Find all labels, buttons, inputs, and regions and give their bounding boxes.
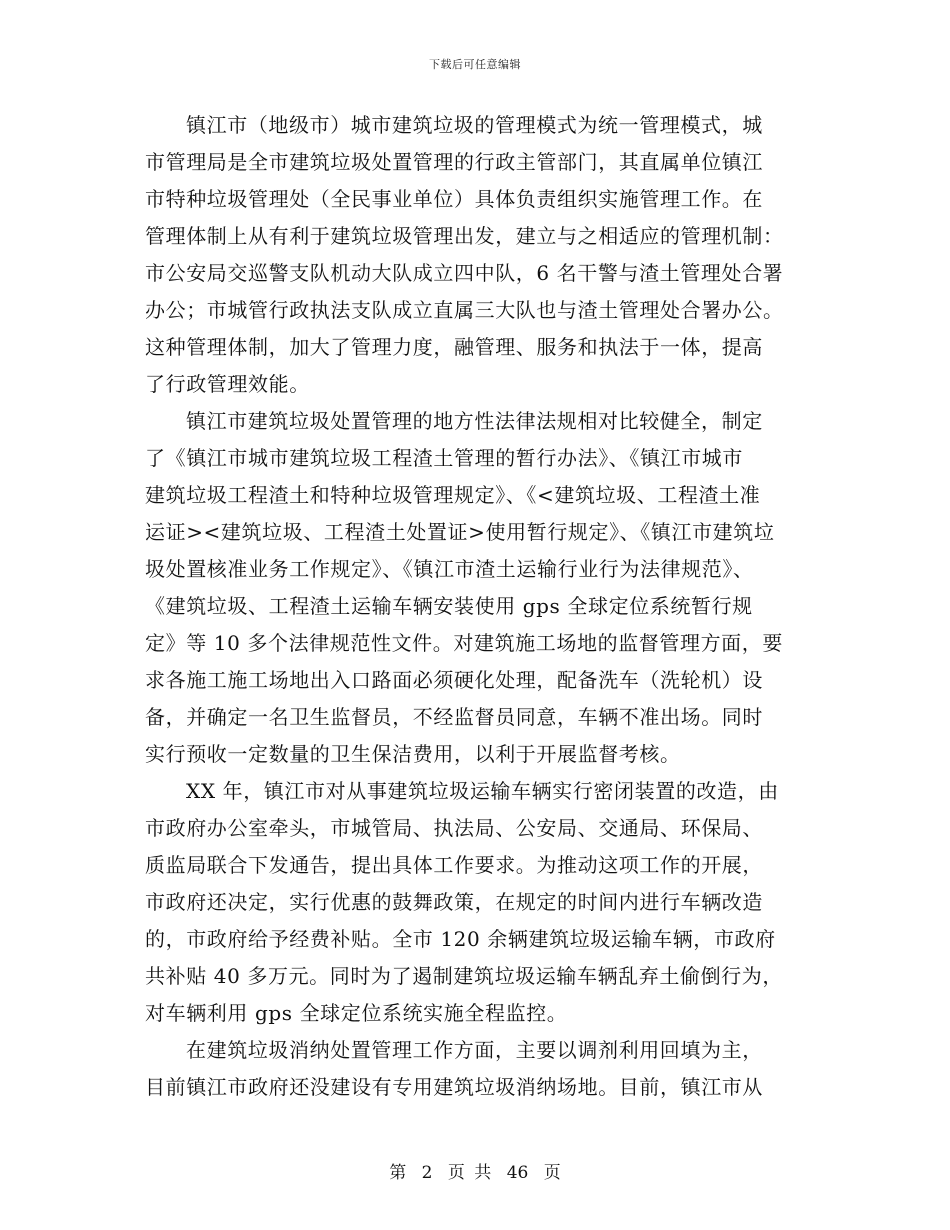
text-line: 市特种垃圾管理处（全民事业单位）具体负责组织实施管理工作。在	[145, 187, 763, 211]
text-line: 办公；市城管行政执法支队成立直属三大队也与渣土管理处合署办公。	[145, 298, 784, 322]
page-header: 下载后可任意编辑	[429, 58, 521, 71]
text-line: 对车辆利用 gps 全球定位系统实施全程监控。	[145, 1001, 568, 1025]
text-line: 共补贴 40 多万元。同时为了遏制建筑垃圾运输车辆乱弃土偷倒行为，	[145, 964, 783, 988]
text-line: 定》等 10 多个法律规范性文件。对建筑施工场地的监督管理方面，要	[145, 631, 783, 655]
page-number: 2	[421, 1163, 433, 1183]
text-line: 备，并确定一名卫生监督员，不经监督员同意，车辆不准出场。同时	[145, 705, 763, 729]
text-line: 的，市政府给予经费补贴。全市 120 余辆建筑垃圾运输车辆，市政府	[145, 927, 776, 951]
text-line: 镇江市建筑垃圾处置管理的地方性法律法规相对比较健全，制定	[186, 409, 763, 433]
footer-suffix: 页	[543, 1163, 561, 1183]
text-line: 了《镇江市城市建筑垃圾工程渣土管理的暂行办法》、《镇江市城市	[145, 446, 743, 470]
body-text	[145, 107, 809, 1106]
footer-middle: 页 共	[447, 1163, 492, 1183]
text-line: 市政府办公室牵头，市城管局、执法局、公安局、交通局、环保局、	[145, 816, 763, 840]
footer-prefix: 第	[389, 1163, 407, 1183]
text-line: 镇江市（地级市）城市建筑垃圾的管理模式为统一管理模式，城	[186, 113, 763, 137]
text-line: 了行政管理效能。	[145, 372, 310, 396]
text-line: 《建筑垃圾、工程渣土运输车辆安装使用 gps 全球定位系统暂行规	[145, 594, 753, 618]
text-line: 求各施工施工场地出入口路面必须硬化处理，配备洗车（洗轮机）设	[145, 668, 763, 692]
text-line: XX 年，镇江市对从事建筑垃圾运输车辆实行密闭装置的改造，由	[186, 779, 779, 803]
text-line: 目前镇江市政府还没建设有专用建筑垃圾消纳场地。目前，镇江市从	[145, 1075, 763, 1099]
text-line: 市政府还决定，实行优惠的鼓舞政策，在规定的时间内进行车辆改造	[145, 890, 763, 914]
text-line: 运证><建筑垃圾、工程渣土处置证>使用暂行规定》、《镇江市建筑垃	[145, 520, 775, 544]
text-line: 圾处置核准业务工作规定》、《镇江市渣土运输行业行为法律规范》、	[145, 557, 754, 581]
text-line: 在建筑垃圾消纳处置管理工作方面，主要以调剂利用回填为主，	[186, 1038, 763, 1062]
text-line: 这种管理体制，加大了管理力度，融管理、服务和执法于一体，提高	[145, 335, 763, 359]
text-line: 建筑垃圾工程渣土和特种垃圾管理规定》、《<建筑垃圾、工程渣土准	[145, 483, 761, 507]
text-line: 实行预收一定数量的卫生保洁费用，以利于开展监督考核。	[145, 742, 681, 766]
total-pages: 46	[506, 1163, 529, 1183]
page-footer	[0, 1158, 950, 1183]
text-line: 质监局联合下发通告，提出具体工作要求。为推动这项工作的开展，	[145, 853, 763, 877]
text-line: 市公安局交巡警支队机动大队成立四中队，6 名干警与渣土管理处合署	[145, 261, 784, 285]
text-line: 管理体制上从有利于建筑垃圾管理出发，建立与之相适应的管理机制：	[145, 224, 784, 248]
text-line: 市管理局是全市建筑垃圾处置管理的行政主管部门，其直属单位镇江	[145, 150, 763, 174]
